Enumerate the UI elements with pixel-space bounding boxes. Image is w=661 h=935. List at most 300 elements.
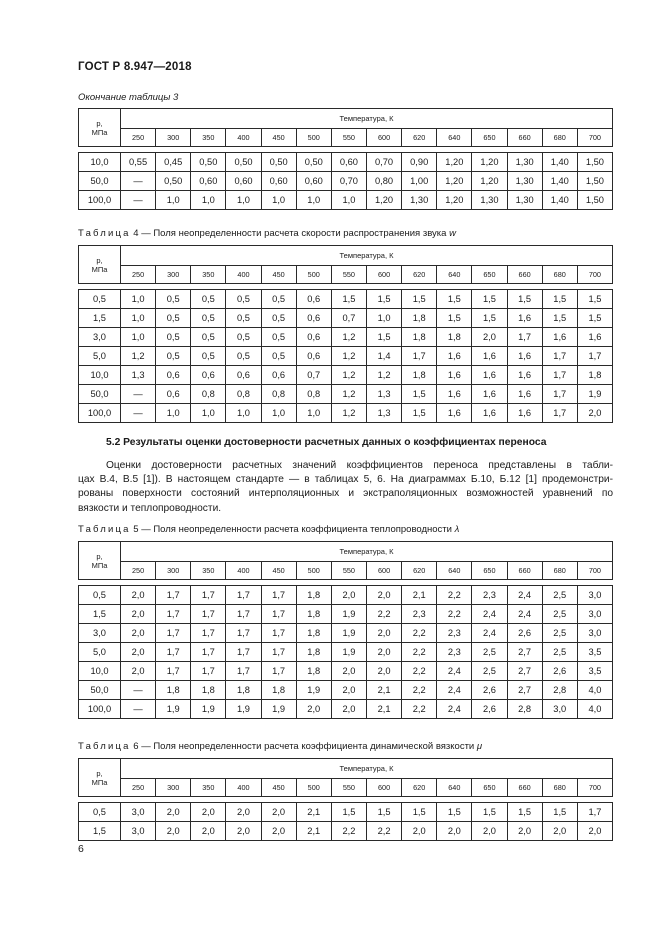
value-cell: 2,4 <box>472 624 507 643</box>
value-cell: 0,5 <box>261 347 296 366</box>
table4-caption <box>78 228 456 239</box>
value-cell: 1,6 <box>437 385 472 404</box>
value-cell: 2,6 <box>542 662 577 681</box>
value-cell: 1,6 <box>472 404 507 423</box>
page-number: 6 <box>78 843 84 855</box>
pressure-cell: 100,0 <box>79 404 121 423</box>
pressure-symbol: p, <box>96 768 103 778</box>
value-cell: 1,5 <box>507 290 542 309</box>
value-cell: 1,2 <box>366 366 401 385</box>
value-cell: 0,90 <box>402 153 437 172</box>
value-cell: 1,6 <box>437 347 472 366</box>
table-row <box>79 700 613 719</box>
value-cell: 0,7 <box>296 366 331 385</box>
value-cell: 1,5 <box>366 328 401 347</box>
value-cell: 2,3 <box>437 624 472 643</box>
value-cell: 2,2 <box>402 662 437 681</box>
value-cell: 0,60 <box>226 172 261 191</box>
temperature-column-header: 550 <box>331 562 366 580</box>
table-row <box>79 681 613 700</box>
value-cell: 1,50 <box>577 172 612 191</box>
temperature-column-header: 700 <box>577 779 612 797</box>
pressure-cell: 1,5 <box>79 605 121 624</box>
temperature-column-header: 450 <box>261 562 296 580</box>
temperature-column-header: 250 <box>121 562 156 580</box>
value-cell: 1,40 <box>542 191 577 210</box>
value-cell: 2,4 <box>507 586 542 605</box>
temperature-column-header: 620 <box>402 266 437 284</box>
value-cell: 2,0 <box>437 822 472 841</box>
pressure-cell: 5,0 <box>79 643 121 662</box>
value-cell: 0,6 <box>156 385 191 404</box>
value-cell: 1,6 <box>472 347 507 366</box>
pressure-cell: 0,5 <box>79 803 121 822</box>
value-cell: 1,6 <box>507 347 542 366</box>
value-cell: 2,0 <box>156 803 191 822</box>
value-cell: 0,5 <box>156 290 191 309</box>
value-cell: 1,7 <box>156 662 191 681</box>
value-cell: 0,5 <box>261 290 296 309</box>
value-cell: 0,5 <box>156 347 191 366</box>
value-cell: 1,0 <box>261 191 296 210</box>
pressure-unit: МПа <box>91 560 108 570</box>
value-cell: 1,2 <box>331 385 366 404</box>
value-cell: 1,0 <box>261 404 296 423</box>
value-cell: 1,0 <box>226 404 261 423</box>
table-row <box>79 347 613 366</box>
value-cell: 1,5 <box>542 290 577 309</box>
temperature-column-header: 700 <box>577 562 612 580</box>
value-cell: 1,30 <box>507 191 542 210</box>
value-cell: 2,1 <box>366 681 401 700</box>
value-cell: 2,0 <box>261 822 296 841</box>
value-cell: 1,5 <box>402 290 437 309</box>
value-cell: 1,7 <box>191 605 226 624</box>
value-cell: 1,50 <box>577 191 612 210</box>
temperature-column-header: 350 <box>191 779 226 797</box>
value-cell: 1,5 <box>437 309 472 328</box>
table3 <box>78 108 613 210</box>
value-cell: 1,7 <box>226 643 261 662</box>
value-cell: 0,60 <box>191 172 226 191</box>
table5 <box>78 541 613 719</box>
value-cell: 1,5 <box>507 803 542 822</box>
value-cell: 3,0 <box>121 822 156 841</box>
value-cell: 2,0 <box>507 822 542 841</box>
value-cell: 1,5 <box>472 803 507 822</box>
value-cell: 3,0 <box>121 803 156 822</box>
value-cell: 1,5 <box>366 803 401 822</box>
value-cell: 2,0 <box>577 404 612 423</box>
value-cell: 1,5 <box>472 309 507 328</box>
temperature-column-header: 650 <box>472 129 507 147</box>
value-cell: 0,50 <box>261 153 296 172</box>
table3-caption-text: Окончание таблицы 3 <box>78 92 179 103</box>
pressure-header <box>79 759 121 797</box>
value-cell: 1,6 <box>507 366 542 385</box>
table6 <box>78 758 613 841</box>
value-cell: 2,0 <box>472 822 507 841</box>
value-cell: 1,7 <box>156 586 191 605</box>
pressure-cell: 100,0 <box>79 191 121 210</box>
value-cell: 1,9 <box>156 700 191 719</box>
value-cell: 2,1 <box>296 803 331 822</box>
value-cell: 0,70 <box>366 153 401 172</box>
value-cell: 0,7 <box>331 309 366 328</box>
table-row <box>79 328 613 347</box>
value-cell: 2,1 <box>402 586 437 605</box>
pressure-cell: 5,0 <box>79 347 121 366</box>
value-cell: 1,20 <box>437 191 472 210</box>
pressure-cell: 1,5 <box>79 822 121 841</box>
value-cell: 0,6 <box>261 366 296 385</box>
value-cell: 0,6 <box>226 366 261 385</box>
value-cell: 1,8 <box>296 624 331 643</box>
value-cell: 1,7 <box>402 347 437 366</box>
value-cell: 1,8 <box>191 681 226 700</box>
temperature-column-header: 640 <box>437 129 472 147</box>
temperature-column-header: 660 <box>507 129 542 147</box>
temperature-column-header: 640 <box>437 562 472 580</box>
value-cell: 1,0 <box>191 404 226 423</box>
temperature-column-header: 660 <box>507 562 542 580</box>
document-header: ГОСТ Р 8.947—2018 <box>78 61 192 73</box>
value-cell: 0,55 <box>121 153 156 172</box>
temperature-column-header: 300 <box>156 562 191 580</box>
temperature-header: Температура, К <box>121 109 613 129</box>
value-cell: 2,0 <box>402 822 437 841</box>
temperature-column-header: 450 <box>261 779 296 797</box>
table-row <box>79 803 613 822</box>
value-cell: 2,0 <box>296 700 331 719</box>
value-cell: 2,6 <box>472 681 507 700</box>
pressure-cell: 10,0 <box>79 662 121 681</box>
value-cell: 1,7 <box>542 366 577 385</box>
value-cell: 1,5 <box>402 803 437 822</box>
value-cell: 2,8 <box>507 700 542 719</box>
value-cell: 1,2 <box>331 366 366 385</box>
table4-caption-symbol: w <box>449 228 456 239</box>
temperature-column-header: 250 <box>121 266 156 284</box>
table-row <box>79 309 613 328</box>
value-cell: 2,2 <box>366 605 401 624</box>
temperature-column-header: 650 <box>472 779 507 797</box>
value-cell: 2,0 <box>366 643 401 662</box>
value-cell: 1,5 <box>331 290 366 309</box>
temperature-column-header: 680 <box>542 562 577 580</box>
value-cell: 1,20 <box>437 153 472 172</box>
value-cell: 1,6 <box>507 309 542 328</box>
table6-caption-symbol: μ <box>476 741 483 752</box>
value-cell: 1,30 <box>402 191 437 210</box>
temperature-column-header: 550 <box>331 129 366 147</box>
value-cell: 1,9 <box>577 385 612 404</box>
value-cell: 2,5 <box>542 624 577 643</box>
value-cell: 1,7 <box>191 662 226 681</box>
value-cell: 2,0 <box>261 803 296 822</box>
value-cell: 2,0 <box>121 586 156 605</box>
value-cell: 2,6 <box>507 624 542 643</box>
value-cell: 0,6 <box>296 290 331 309</box>
value-cell: 1,8 <box>296 643 331 662</box>
temperature-column-header: 640 <box>437 779 472 797</box>
section-paragraph <box>78 459 613 516</box>
value-cell: 1,7 <box>156 643 191 662</box>
value-cell: 1,30 <box>472 191 507 210</box>
value-cell: 2,0 <box>577 822 612 841</box>
value-cell: 1,8 <box>296 662 331 681</box>
value-cell: 0,60 <box>331 153 366 172</box>
table-row <box>79 385 613 404</box>
temperature-column-header: 660 <box>507 266 542 284</box>
value-cell: 2,8 <box>542 681 577 700</box>
value-cell: 1,20 <box>472 172 507 191</box>
value-cell: 3,0 <box>577 605 612 624</box>
value-cell: 0,6 <box>296 309 331 328</box>
value-cell: 0,5 <box>226 328 261 347</box>
value-cell: 1,3 <box>366 385 401 404</box>
temperature-column-header: 650 <box>472 562 507 580</box>
value-cell: 2,2 <box>402 681 437 700</box>
temperature-header: Температура, К <box>121 759 613 779</box>
temperature-column-header: 300 <box>156 266 191 284</box>
value-cell: 2,2 <box>331 822 366 841</box>
value-cell: 1,7 <box>261 624 296 643</box>
value-cell: 2,5 <box>542 586 577 605</box>
value-cell: 1,8 <box>226 681 261 700</box>
value-cell: 1,5 <box>542 309 577 328</box>
value-cell: 1,8 <box>577 366 612 385</box>
value-cell: 2,5 <box>542 643 577 662</box>
value-cell: 2,7 <box>507 681 542 700</box>
value-cell: 4,0 <box>577 700 612 719</box>
value-cell: 1,0 <box>121 328 156 347</box>
temperature-column-header: 400 <box>226 266 261 284</box>
value-cell: 1,9 <box>226 700 261 719</box>
temperature-header: Температура, К <box>121 246 613 266</box>
value-cell: 1,8 <box>156 681 191 700</box>
pressure-header <box>79 109 121 147</box>
value-cell: 3,5 <box>577 643 612 662</box>
temperature-column-header: 700 <box>577 129 612 147</box>
value-cell: 2,6 <box>472 700 507 719</box>
table-row <box>79 366 613 385</box>
temperature-column-header: 660 <box>507 779 542 797</box>
temperature-column-header: 350 <box>191 266 226 284</box>
pressure-cell: 10,0 <box>79 153 121 172</box>
value-cell: 2,2 <box>402 624 437 643</box>
pressure-unit: МПа <box>91 264 108 274</box>
temperature-column-header: 680 <box>542 129 577 147</box>
value-cell: 1,7 <box>261 662 296 681</box>
value-cell: — <box>121 681 156 700</box>
value-cell: 1,30 <box>507 153 542 172</box>
value-cell: 1,8 <box>402 366 437 385</box>
value-cell: 1,7 <box>542 404 577 423</box>
value-cell: 0,50 <box>191 153 226 172</box>
temperature-column-header: 450 <box>261 266 296 284</box>
paragraph-line: цах В.4, В.5 [1]). В настоящем стандарте — в таблицах 5, 6. На диаграммах Б.10, Б.12 [1] продемонстри- <box>78 474 613 486</box>
value-cell: 0,50 <box>156 172 191 191</box>
pressure-cell: 0,5 <box>79 586 121 605</box>
value-cell: 0,45 <box>156 153 191 172</box>
value-cell: 2,5 <box>542 605 577 624</box>
table5-caption-symbol: λ <box>454 524 460 535</box>
value-cell: 1,2 <box>121 347 156 366</box>
value-cell: 1,9 <box>331 624 366 643</box>
temperature-column-header: 400 <box>226 562 261 580</box>
temperature-column-header: 680 <box>542 266 577 284</box>
value-cell: 0,5 <box>226 347 261 366</box>
table4-caption-word: Таблица <box>78 228 131 239</box>
value-cell: 2,2 <box>437 586 472 605</box>
temperature-column-header: 600 <box>366 779 401 797</box>
value-cell: 1,7 <box>226 586 261 605</box>
value-cell: 0,5 <box>226 309 261 328</box>
value-cell: 1,5 <box>366 290 401 309</box>
pressure-symbol: p, <box>96 551 103 561</box>
temperature-column-header: 620 <box>402 129 437 147</box>
pressure-cell: 1,5 <box>79 309 121 328</box>
value-cell: 0,5 <box>191 347 226 366</box>
pressure-cell: 0,5 <box>79 290 121 309</box>
value-cell: 0,8 <box>226 385 261 404</box>
value-cell: 1,0 <box>226 191 261 210</box>
value-cell: 1,0 <box>156 191 191 210</box>
table6-caption-text: 6 — Поля неопределенности расчета коэффициента динамической вязкости <box>130 741 475 752</box>
value-cell: 2,0 <box>191 803 226 822</box>
value-cell: 2,1 <box>366 700 401 719</box>
pressure-cell: 10,0 <box>79 366 121 385</box>
value-cell: 4,0 <box>577 681 612 700</box>
value-cell: — <box>121 172 156 191</box>
value-cell: 1,8 <box>402 309 437 328</box>
value-cell: 0,5 <box>191 290 226 309</box>
value-cell: 1,8 <box>296 586 331 605</box>
paragraph-line: Оценки достоверности расчетных значений коэффициентов переноса представлены в табли- <box>106 460 613 471</box>
pressure-cell: 50,0 <box>79 172 121 191</box>
value-cell: 2,4 <box>437 700 472 719</box>
value-cell: 3,5 <box>577 662 612 681</box>
value-cell: 1,7 <box>191 643 226 662</box>
table6-caption-word: Таблица <box>78 741 131 752</box>
value-cell: 1,7 <box>261 586 296 605</box>
value-cell: 2,0 <box>331 662 366 681</box>
value-cell: 2,0 <box>121 643 156 662</box>
value-cell: 1,0 <box>121 290 156 309</box>
value-cell: 2,0 <box>472 328 507 347</box>
value-cell: — <box>121 700 156 719</box>
value-cell: 2,5 <box>472 662 507 681</box>
temperature-column-header: 250 <box>121 129 156 147</box>
temperature-column-header: 600 <box>366 266 401 284</box>
value-cell: 1,9 <box>331 605 366 624</box>
value-cell: 2,3 <box>437 643 472 662</box>
value-cell: 1,7 <box>261 605 296 624</box>
value-cell: 1,2 <box>331 347 366 366</box>
value-cell: 1,6 <box>437 366 472 385</box>
value-cell: 1,0 <box>156 404 191 423</box>
table4-caption-text: 4 — Поля неопределенности расчета скорости распространения звука <box>130 228 447 239</box>
value-cell: 0,50 <box>296 153 331 172</box>
value-cell: 2,7 <box>507 662 542 681</box>
temperature-column-header: 640 <box>437 266 472 284</box>
table5-caption-word: Таблица <box>78 524 131 535</box>
value-cell: 1,6 <box>542 328 577 347</box>
value-cell: 2,2 <box>366 822 401 841</box>
value-cell: 3,0 <box>577 624 612 643</box>
value-cell: 2,0 <box>366 624 401 643</box>
value-cell: 1,40 <box>542 172 577 191</box>
value-cell: 1,20 <box>366 191 401 210</box>
value-cell: 1,5 <box>402 404 437 423</box>
value-cell: 1,3 <box>366 404 401 423</box>
value-cell: 0,80 <box>366 172 401 191</box>
value-cell: 2,0 <box>331 681 366 700</box>
value-cell: 2,0 <box>121 624 156 643</box>
value-cell: 0,8 <box>261 385 296 404</box>
value-cell: 1,7 <box>191 624 226 643</box>
value-cell: 1,20 <box>472 153 507 172</box>
value-cell: 1,5 <box>472 290 507 309</box>
value-cell: 0,60 <box>296 172 331 191</box>
pressure-header <box>79 542 121 580</box>
value-cell: 1,2 <box>331 404 366 423</box>
pressure-cell: 100,0 <box>79 700 121 719</box>
value-cell: 2,3 <box>402 605 437 624</box>
temperature-column-header: 680 <box>542 779 577 797</box>
temperature-column-header: 700 <box>577 266 612 284</box>
value-cell: 1,6 <box>577 328 612 347</box>
temperature-column-header: 620 <box>402 779 437 797</box>
value-cell: 2,7 <box>507 643 542 662</box>
table-row <box>79 586 613 605</box>
temperature-column-header: 500 <box>296 266 331 284</box>
paragraph-line: вязкости и теплопроводности. <box>78 502 222 514</box>
value-cell: 0,6 <box>191 366 226 385</box>
value-cell: 1,7 <box>577 803 612 822</box>
value-cell: 0,5 <box>261 328 296 347</box>
value-cell: — <box>121 191 156 210</box>
value-cell: 1,5 <box>402 385 437 404</box>
temperature-column-header: 400 <box>226 129 261 147</box>
value-cell: 1,5 <box>577 290 612 309</box>
value-cell: 1,9 <box>261 700 296 719</box>
value-cell: 1,5 <box>577 309 612 328</box>
value-cell: 1,5 <box>437 290 472 309</box>
value-cell: 1,00 <box>402 172 437 191</box>
value-cell: 1,5 <box>542 803 577 822</box>
value-cell: 0,60 <box>261 172 296 191</box>
temperature-column-header: 600 <box>366 129 401 147</box>
table4 <box>78 245 613 423</box>
pressure-symbol: p, <box>96 255 103 265</box>
value-cell: 2,0 <box>226 822 261 841</box>
value-cell: 0,6 <box>296 347 331 366</box>
value-cell: 2,4 <box>507 605 542 624</box>
table5-caption <box>78 524 459 535</box>
value-cell: 0,8 <box>296 385 331 404</box>
value-cell: 1,7 <box>261 643 296 662</box>
table5-caption-text: 5 — Поля неопределенности расчета коэффициента теплопроводности <box>130 524 452 535</box>
value-cell: 0,70 <box>331 172 366 191</box>
table-row <box>79 822 613 841</box>
temperature-column-header: 650 <box>472 266 507 284</box>
value-cell: 1,8 <box>402 328 437 347</box>
value-cell: 2,4 <box>472 605 507 624</box>
value-cell: 1,6 <box>507 385 542 404</box>
value-cell: 2,4 <box>437 662 472 681</box>
